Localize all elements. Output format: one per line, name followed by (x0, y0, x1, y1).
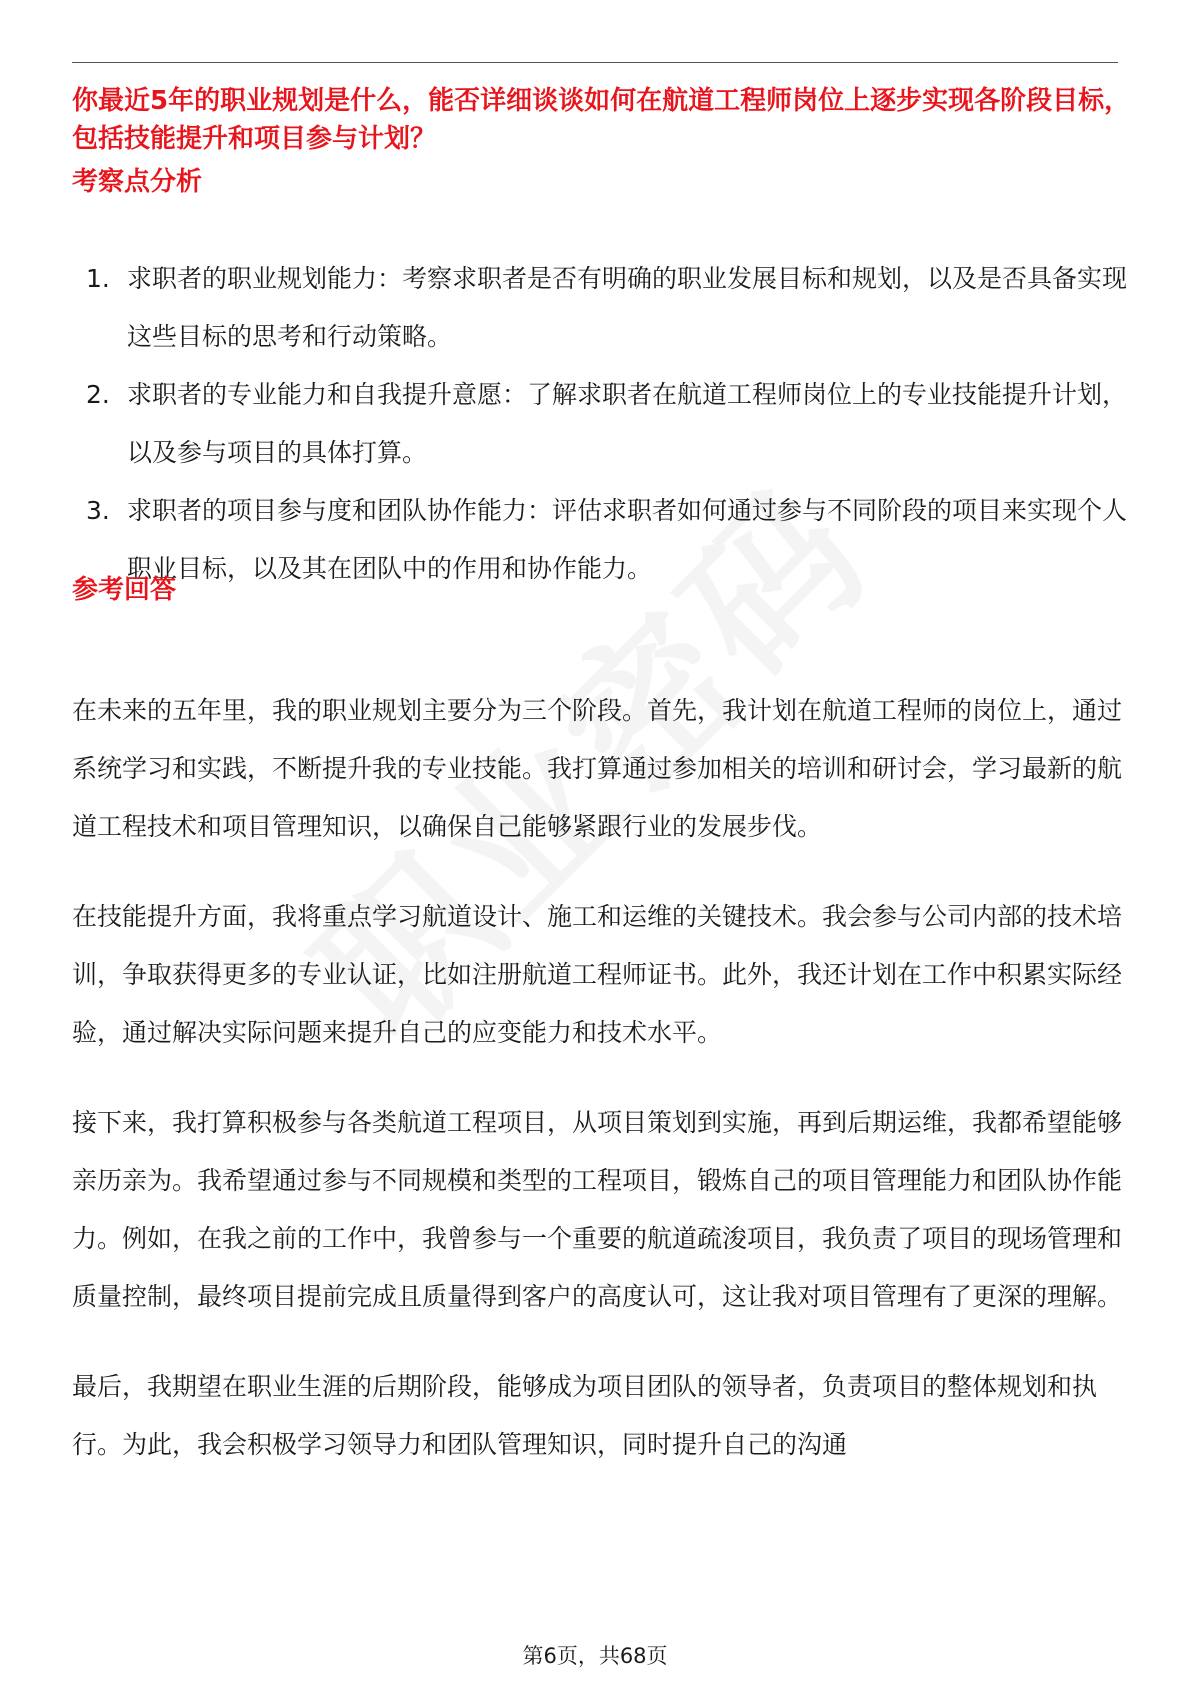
answer-body (72, 682, 1122, 1506)
header-divider (72, 62, 1118, 63)
list-item (72, 482, 1132, 598)
list-item-text: 求职者的专业能力和自我提升意愿：了解求职者在航道工程师岗位上的专业技能提升计划，以及参与项目的具体打算。 (127, 380, 1128, 467)
question-title: 你最近5年的职业规划是什么，能否详细谈谈如何在航道工程师岗位上逐步实现各阶段目标，包括技能提升和项目参与计划？ (72, 86, 1131, 154)
page-number: 第6页，共68页 (522, 1644, 668, 1668)
list-number: 2. (86, 380, 110, 409)
list-item-text: 求职者的项目参与度和团队协作能力：评估求职者如何通过参与不同阶段的项目来实现个人职业目标，以及其在团队中的作用和协作能力。 (127, 496, 1128, 583)
list-number: 3. (86, 496, 110, 525)
answer-paragraph: 接下来，我打算积极参与各类航道工程项目，从项目策划到实施，再到后期运维，我都希望能够亲历亲为。我希望通过参与不同规模和类型的工程项目，锻炼自己的项目管理能力和团队协作能力。例如，在我之前的工作中，我曾参与一个重要的航道疏浚项目，我负责了项目的现场管理和质量控制，最终项目提前完成且质量得到客户的高度认可，这让我对项目管理有了更深的理解。 (72, 1108, 1123, 1311)
list-item-text: 求职者的职业规划能力：考察求职者是否有明确的职业发展目标和规划，以及是否具备实现这些目标的思考和行动策略。 (127, 264, 1128, 351)
answer-paragraph: 在未来的五年里，我的职业规划主要分为三个阶段。首先，我计划在航道工程师的岗位上，通过系统学习和实践，不断提升我的专业技能。我打算通过参加相关的培训和研讨会，学习最新的航道工程技术和项目管理知识，以确保自己能够紧跟行业的发展步伐。 (72, 696, 1123, 841)
list-item (72, 250, 1132, 366)
list-number: 1. (86, 264, 110, 293)
analysis-list (72, 250, 1132, 598)
list-item (72, 366, 1132, 482)
answer-paragraph: 最后，我期望在职业生涯的后期阶段，能够成为项目团队的领导者，负责项目的整体规划和执行。为此，我会积极学习领导力和团队管理知识，同时提升自己的沟通 (72, 1372, 1098, 1459)
answer-heading: 参考回答 (72, 575, 177, 605)
analysis-heading: 考察点分析 (72, 167, 203, 197)
answer-paragraph: 在技能提升方面，我将重点学习航道设计、施工和运维的关键技术。我会参与公司内部的技术培训，争取获得更多的专业认证，比如注册航道工程师证书。此外，我还计划在工作中积累实际经验，通过解决实际问题来提升自己的应变能力和技术水平。 (72, 902, 1123, 1047)
